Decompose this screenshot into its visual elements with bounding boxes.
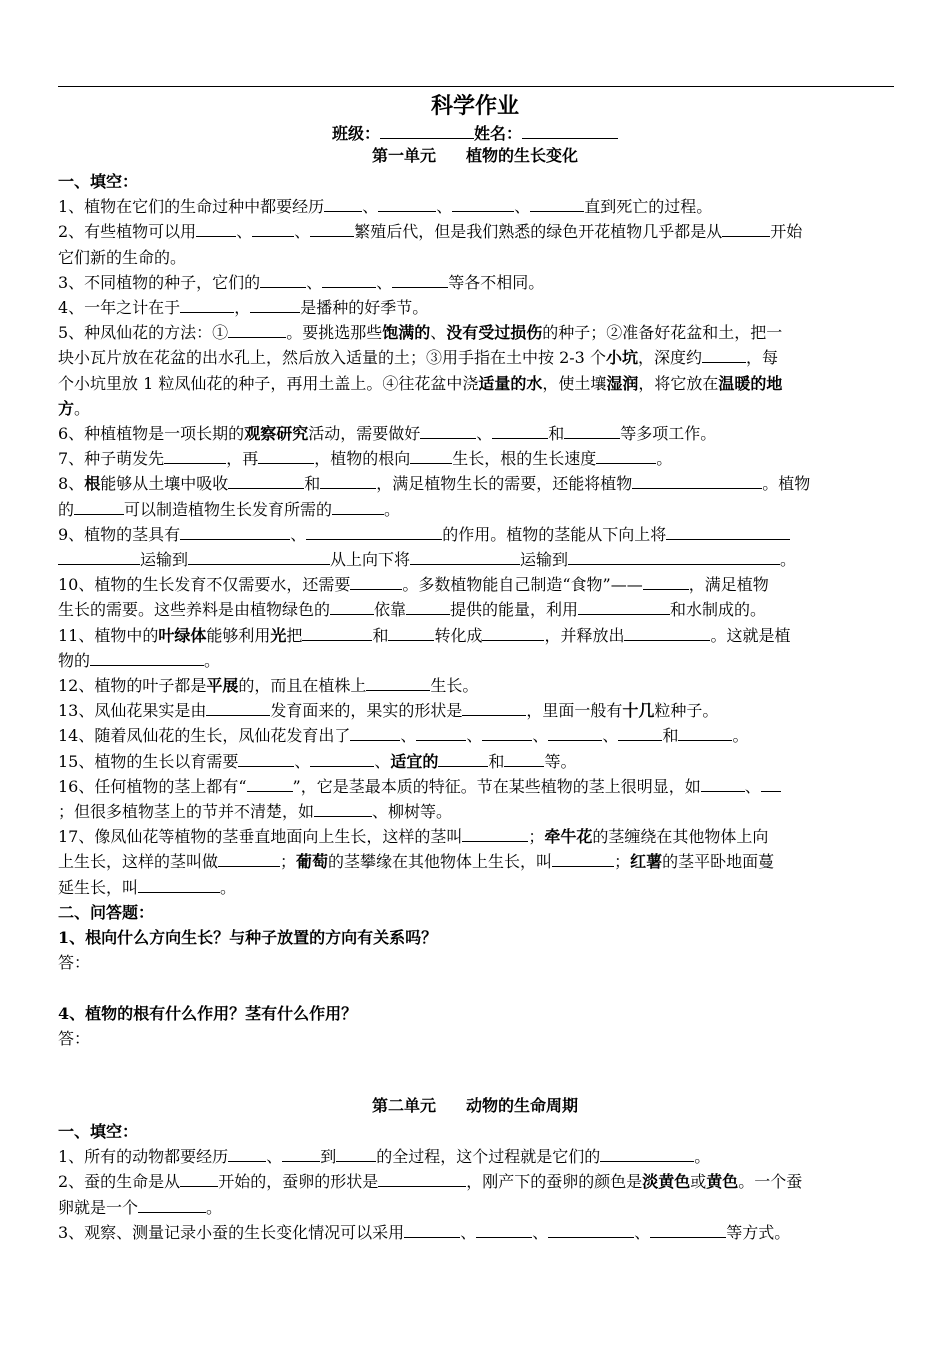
q13-line: 13、凤仙花果实是由 发育面来的，果实的形状是 ，里面一般有十几粒种子。: [58, 698, 894, 723]
q9-line-cont: 运输到 从上向下将 运输到 。: [58, 547, 894, 572]
blank[interactable]: [58, 547, 140, 565]
q17-line-cont: 上生长，这样的茎叫做 ；葡萄的茎攀缘在其他物体上生长，叫 ；红薯的茎平卧地面蔓: [58, 849, 894, 874]
blank[interactable]: [378, 1169, 466, 1187]
blank[interactable]: [228, 471, 304, 489]
blank[interactable]: [410, 547, 520, 565]
blank[interactable]: [701, 774, 745, 792]
q17-line-cont2: 延生长，叫 。: [58, 875, 894, 900]
blank[interactable]: [552, 849, 614, 867]
class-label: 班级：: [331, 124, 380, 143]
qa-q4-answer[interactable]: 答：: [58, 1028, 91, 1048]
blank[interactable]: [164, 446, 226, 464]
blank[interactable]: [678, 723, 732, 741]
blank[interactable]: [90, 648, 204, 666]
q12-line: 12、植物的叶子都是平展的，而且在植株上 生长。: [58, 673, 894, 698]
qa-q4: 4、植物的根有什么作用？茎有什么作用？: [58, 1003, 358, 1023]
blank[interactable]: [314, 799, 372, 817]
blank[interactable]: [378, 194, 436, 212]
q11-line: 11、植物中的叶绿体能够利用光把 和 转化成 ，并释放出 。这就是植: [58, 623, 894, 648]
blank[interactable]: [282, 1144, 320, 1162]
q14-line: 14、随着凤仙花的生长，凤仙花发育出了 、 、 、 、 和 。: [58, 723, 894, 748]
q8-line: 8、根能够从土壤中吸收 和 ，满足植物生长的需要，还能将植物 。植物: [58, 471, 894, 496]
qa-q1: 1、根向什么方向生长？与种子放置的方向有关系吗？: [58, 928, 438, 948]
blank[interactable]: [247, 774, 293, 792]
blank[interactable]: [438, 749, 488, 767]
blank[interactable]: [420, 421, 476, 439]
q2-line-cont: 它们新的生命的。: [58, 247, 187, 267]
blank[interactable]: [324, 194, 362, 212]
blank[interactable]: [238, 749, 294, 767]
blank[interactable]: [350, 723, 400, 741]
qa-heading: 二、问答题：: [58, 902, 155, 922]
blank[interactable]: [568, 547, 780, 565]
blank[interactable]: [643, 572, 689, 590]
q6-line: 6、种植植物是一项长期的观察研究活动，需要做好 、 和 等多项工作。: [58, 421, 894, 446]
q4-line: 4、一年之计在于 ， 是播种的好季节。: [58, 295, 894, 320]
blank[interactable]: [596, 446, 656, 464]
blank[interactable]: [388, 623, 434, 641]
q17-line: 17、像凤仙花等植物的茎垂直地面向上生长，这样的茎叫 ；牵牛花的茎缠绕在其他物体上向: [58, 824, 894, 849]
blank[interactable]: [330, 597, 374, 615]
blank[interactable]: [310, 219, 354, 237]
blank[interactable]: [548, 723, 602, 741]
blank[interactable]: [138, 875, 220, 893]
blank[interactable]: [564, 421, 620, 439]
u2-q3-line: 3、观察、测量记录小蚕的生长变化情况可以采用 、 、 、 等方式。: [58, 1220, 894, 1245]
q7-line: 7、种子萌发先 ，再 ，植物的根向 生长，根的生长速度 。: [58, 446, 894, 471]
blank[interactable]: [548, 1220, 634, 1238]
page-title: 科学作业: [430, 93, 519, 119]
blank[interactable]: [416, 723, 466, 741]
blank[interactable]: [632, 471, 762, 489]
blank[interactable]: [624, 623, 710, 641]
q9-line: 9、植物的茎具有 、 的作用。植物的茎能从下向上将: [58, 522, 894, 547]
q15-line: 15、植物的生长以育需要 、 、适宜的 和 等。: [58, 749, 894, 774]
blank[interactable]: [600, 1144, 694, 1162]
name-label: 姓名：: [474, 124, 523, 143]
fill-heading: 一、填空：: [58, 172, 139, 191]
qa-q1-answer[interactable]: 答：: [58, 953, 91, 973]
blank[interactable]: [302, 623, 372, 641]
blank[interactable]: [196, 219, 236, 237]
blank[interactable]: [366, 673, 430, 691]
q11-line-cont: 物的 。: [58, 648, 894, 673]
q16-line-cont: ；但很多植物茎上的节并不清楚，如 、柳树等。: [58, 799, 894, 824]
q3-line: 3、不同植物的种子，它们的 、 、 等各不相同。: [58, 270, 894, 295]
blank[interactable]: [218, 849, 280, 867]
blank[interactable]: [650, 1220, 726, 1238]
q5-line-cont3: 方。: [58, 398, 91, 418]
blank[interactable]: [618, 723, 662, 741]
blank[interactable]: [206, 698, 270, 716]
blank[interactable]: [350, 572, 402, 590]
q5-line: 5、种凤仙花的方法：① 。要挑选那些饱满的、没有受过损伤的种子；②准备好花盆和土，把一: [58, 320, 894, 345]
blank[interactable]: [482, 723, 532, 741]
blank[interactable]: [722, 219, 770, 237]
u2-q2-line: 2、蚕的生命是从 开始的，蚕卵的形状是 ，刚产下的蚕卵的颜色是淡黄色或黄色。一个蚕: [58, 1169, 894, 1194]
unit1-fill-section: [58, 169, 894, 1051]
blank[interactable]: [322, 270, 376, 288]
unit2-title: 第二单元 动物的生命周期: [371, 1096, 579, 1115]
unit1-title: 第一单元 植物的生长变化: [371, 146, 579, 165]
unit2-fill-heading: 一、填空：: [58, 1122, 139, 1141]
blank[interactable]: [666, 522, 790, 540]
blank[interactable]: [452, 194, 514, 212]
blank[interactable]: [406, 597, 450, 615]
blank[interactable]: [504, 749, 544, 767]
blank[interactable]: [180, 522, 290, 540]
blank[interactable]: [180, 295, 234, 313]
blank[interactable]: [306, 522, 442, 540]
blank[interactable]: [260, 270, 306, 288]
blank[interactable]: [492, 421, 548, 439]
top-rule: [58, 86, 894, 87]
blank[interactable]: [252, 219, 294, 237]
blank[interactable]: [462, 824, 528, 842]
q8-line-cont: 的 可以制造植物生长发育所需的 。: [58, 497, 894, 522]
blank[interactable]: [228, 1144, 266, 1162]
blank[interactable]: [310, 749, 374, 767]
blank[interactable]: [578, 597, 670, 615]
blank[interactable]: [392, 270, 448, 288]
blank[interactable]: [482, 623, 544, 641]
class-name-line: [0, 121, 950, 145]
u2-q1-line: 1、所有的动物都要经历 、 到 的全过程，这个过程就是它们的 。: [58, 1144, 894, 1169]
blank[interactable]: [258, 446, 314, 464]
blank[interactable]: [188, 547, 330, 565]
q10-line-cont: 生长的需要。这些养料是由植物绿色的 依靠 提供的能量，利用 和水制成的。: [58, 597, 894, 622]
name-blank[interactable]: [522, 121, 618, 139]
q1-line: 1、植物在它们的生命过种中都要经历 、 、 、 直到死亡的过程。: [58, 194, 894, 219]
blank[interactable]: [228, 320, 286, 338]
q10-line: 10、植物的生长发育不仅需要水，还需要 。多数植物能自己制造“食物”—— ，满足植物: [58, 572, 894, 597]
blank[interactable]: [138, 1195, 206, 1213]
blank[interactable]: [410, 446, 452, 464]
blank[interactable]: [336, 1144, 376, 1162]
u2-q2-line-cont: 卵就是一个 。: [58, 1195, 894, 1220]
blank[interactable]: [462, 698, 526, 716]
q2-line: 2、有些植物可以用 、 、 繁殖后代，但是我们熟悉的绿色开花植物几乎都是从 开始: [58, 219, 894, 244]
unit2-fill-section: [58, 1119, 894, 1245]
q5-line-cont2: 个小坑里放 1 粒凤仙花的种子，再用土盖上。④往花盆中浇适量的水，使土壤湿润，将它放在温暖的地: [58, 373, 783, 393]
blank[interactable]: [761, 774, 781, 792]
blank[interactable]: [74, 497, 124, 515]
blank[interactable]: [320, 471, 376, 489]
class-blank[interactable]: [380, 121, 474, 139]
blank[interactable]: [250, 295, 300, 313]
blank[interactable]: [332, 497, 384, 515]
blank[interactable]: [476, 1220, 532, 1238]
blank[interactable]: [404, 1220, 460, 1238]
blank[interactable]: [530, 194, 584, 212]
q5-line-cont: 块小瓦片放在花盆的出水孔上，然后放入适量的土；③用手指在土中按 2-3 个小坑，深度约 ，每: [58, 345, 894, 370]
blank[interactable]: [180, 1169, 218, 1187]
q16-line: 16、任何植物的茎上都有“ ”，它是茎最本质的特征。节在某些植物的茎上很明显，如 、: [58, 774, 894, 799]
blank[interactable]: [702, 345, 746, 363]
